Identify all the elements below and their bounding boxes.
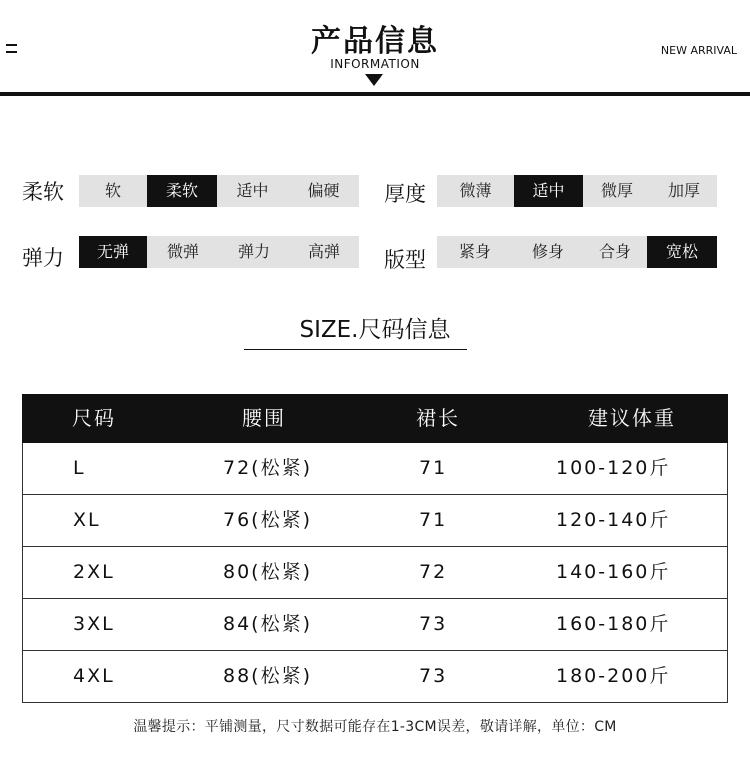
table-row: [22, 651, 728, 703]
size-title-underline: [244, 349, 467, 350]
cell-weight: 120-140斤: [556, 509, 671, 531]
cell-length: 73: [419, 665, 448, 687]
elasticity-option[interactable]: 弹力: [237, 242, 270, 261]
fit-option[interactable]: 修身: [531, 242, 564, 261]
softness-option-selected[interactable]: 柔软: [147, 175, 217, 207]
cell-length: 73: [419, 613, 448, 635]
table-header: [22, 394, 728, 443]
measurement-note: 温馨提示：平铺测量，尺寸数据可能存在1-3CM误差，敬请详解，单位：CM: [133, 719, 617, 735]
table-row: [22, 599, 728, 651]
cell-length: 71: [419, 509, 448, 531]
cell-waist: 72(松紧): [223, 457, 313, 479]
softness-label: 柔软: [22, 180, 64, 204]
fit-label: 版型: [384, 248, 426, 272]
fit-option[interactable]: 紧身: [458, 242, 491, 261]
softness-option[interactable]: 偏硬: [307, 181, 340, 200]
page-title: 产品信息: [311, 24, 439, 59]
cell-size: 2XL: [73, 561, 115, 583]
table-row: [22, 443, 728, 495]
cell-weight: 140-160斤: [556, 561, 671, 583]
down-arrow-icon: [365, 74, 383, 86]
softness-options: [79, 175, 359, 207]
cell-waist: 88(松紧): [223, 665, 313, 687]
new-arrival-badge: NEW ARRIVAL: [660, 44, 737, 57]
thickness-option-selected[interactable]: 适中: [514, 175, 583, 207]
thickness-label: 厚度: [384, 182, 426, 206]
fit-option-selected[interactable]: 宽松: [647, 236, 717, 268]
header-size: 尺码: [72, 406, 116, 430]
thickness-option[interactable]: 微薄: [459, 181, 492, 200]
cell-waist: 76(松紧): [223, 509, 313, 531]
softness-option[interactable]: 适中: [236, 181, 269, 200]
elasticity-label: 弹力: [22, 246, 64, 270]
cell-weight: 160-180斤: [556, 613, 671, 635]
fit-options: [437, 236, 717, 268]
thickness-options: [437, 175, 717, 207]
size-section-title: SIZE.尺码信息: [299, 317, 451, 343]
thickness-option[interactable]: 加厚: [667, 181, 700, 200]
header-waist: 腰围: [242, 406, 286, 430]
elasticity-option-selected[interactable]: 无弹: [79, 236, 147, 268]
size-table: [22, 394, 728, 704]
cell-waist: 80(松紧): [223, 561, 313, 583]
cell-waist: 84(松紧): [223, 613, 313, 635]
cell-length: 72: [419, 561, 448, 583]
cell-size: 3XL: [73, 613, 115, 635]
cell-size: 4XL: [73, 665, 115, 687]
elasticity-options: [79, 236, 359, 268]
cell-length: 71: [419, 457, 448, 479]
softness-option[interactable]: 软: [104, 181, 121, 200]
page-subtitle: INFORMATION: [330, 57, 420, 71]
table-row: [22, 495, 728, 547]
cell-weight: 100-120斤: [556, 457, 671, 479]
header-skirt-length: 裙长: [416, 406, 460, 430]
elasticity-option[interactable]: 高弹: [307, 242, 340, 261]
header-weight: 建议体重: [588, 406, 676, 430]
table-row: [22, 547, 728, 599]
elasticity-option[interactable]: 微弹: [166, 242, 199, 261]
thickness-option[interactable]: 微厚: [600, 181, 633, 200]
cell-size: XL: [73, 509, 101, 531]
cell-size: L: [73, 457, 86, 479]
cell-weight: 180-200斤: [556, 665, 671, 687]
fit-option[interactable]: 合身: [598, 242, 631, 261]
header-divider: [0, 92, 750, 96]
